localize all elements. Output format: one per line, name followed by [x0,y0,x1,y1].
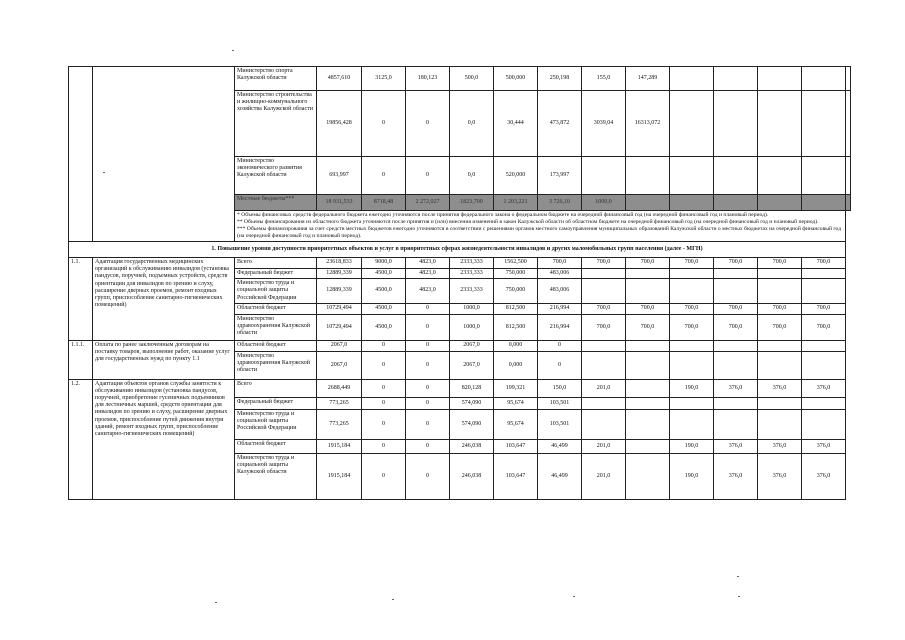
value-cell: 4823,0 [406,257,450,268]
value-cell [714,279,758,304]
value-cell: 500,000 [494,67,538,91]
value-cell: 103,501 [538,397,582,409]
value-cell: 201,0 [582,439,626,453]
value-cell: 700,0 [714,314,758,340]
value-cell [846,91,851,157]
value-cell: 1 203,221 [494,195,538,211]
value-cell [626,279,670,304]
value-cell: 473,872 [538,91,582,157]
value-cell [626,268,670,278]
value-cell: 4500,0 [362,268,406,278]
value-cell [802,351,846,379]
value-cell: 103,501 [538,409,582,439]
value-cell: 376,0 [714,453,758,499]
value-cell: 246,038 [450,439,494,453]
value-cell: 0 [362,91,406,157]
value-cell: 46,499 [538,439,582,453]
scan-speck [392,599,394,600]
value-cell: 0 [362,340,406,351]
value-cell: 12889,339 [317,279,362,304]
value-cell [582,279,626,304]
value-cell: 3 726,10 [538,195,582,211]
value-cell [670,91,714,157]
funding-source-cell: Министерство здравоохранения Калужской области [235,314,317,340]
value-cell: 0 [406,303,450,314]
value-cell: 812,500 [494,314,538,340]
funding-source-cell: Министерство труда и социальной защиты Калужской области [235,453,317,499]
value-cell: 700,0 [582,257,626,268]
value-cell: 500,0 [450,67,494,91]
value-cell [802,397,846,409]
funding-source-cell: Министерство строительства и жилищно-коммунального хозяйства Калужской области [235,91,317,157]
value-cell: 773,265 [317,397,362,409]
value-cell [626,157,670,195]
scan-speck [737,576,739,577]
value-cell: 693,997 [317,157,362,195]
funding-source-cell: Областной бюджет [235,303,317,314]
funding-source-cell: Министерство труда и социальной защиты Российской Федерации [235,409,317,439]
value-cell: 0,000 [494,351,538,379]
value-cell: 820,128 [450,379,494,397]
value-cell [626,409,670,439]
value-cell: 0 [406,340,450,351]
value-cell: 1915,184 [317,439,362,453]
value-cell: 0 [406,379,450,397]
value-cell: 700,0 [626,314,670,340]
value-cell: 574,090 [450,397,494,409]
value-cell: 103,647 [494,453,538,499]
value-cell: 0,0 [450,91,494,157]
value-cell: 201,0 [582,453,626,499]
value-cell: 9000,0 [362,257,406,268]
value-cell: 0,0 [450,157,494,195]
item-index: 1.2. [69,379,93,499]
value-cell: 483,006 [538,268,582,278]
value-cell [758,397,802,409]
value-cell: 190,0 [670,439,714,453]
value-cell: 2067,0 [450,351,494,379]
value-cell [758,268,802,278]
value-cell [714,268,758,278]
value-cell: 376,0 [802,453,846,499]
value-cell [846,195,851,211]
value-cell: 30,444 [494,91,538,157]
item-index: 1.1.1. [69,340,93,379]
value-cell: 0 [406,157,450,195]
value-cell [626,379,670,397]
value-cell [758,91,802,157]
value-cell: 0,000 [494,340,538,351]
value-cell [626,340,670,351]
value-cell: 700,0 [626,303,670,314]
value-cell [714,157,758,195]
value-cell [758,279,802,304]
value-cell: 2333,333 [450,257,494,268]
footnote: *** Объемы финансирования за счет средств местных бюджетов ежегодно уточняются в соответствии с решениями органов местного самоуправления муниципальных образований Калужской области о местных бюджетах на очередной финансовый год (на очередной финансовый год и плановый период). [237,225,842,239]
value-cell [626,439,670,453]
value-cell [802,279,846,304]
value-cell: 216,994 [538,303,582,314]
value-cell: 12889,339 [317,268,362,278]
value-cell [714,340,758,351]
value-cell: 180,123 [406,67,450,91]
value-cell [714,351,758,379]
value-cell: 190,0 [670,453,714,499]
value-cell: 155,0 [582,67,626,91]
value-cell: 700,0 [758,314,802,340]
footnote: * Объемы финансовых средств федерального бюджета ежегодно уточняются после принятия федерального закона о федеральном бюджете на очередной финансовый год (на очередной финансовый год и плановый период). [237,212,769,218]
value-cell [670,340,714,351]
value-cell: 4500,0 [362,314,406,340]
funding-source-cell: Местные бюджеты*** [235,195,317,211]
value-cell: 700,0 [802,257,846,268]
footnotes-cell [235,211,846,242]
value-cell: 700,0 [582,303,626,314]
value-cell [758,409,802,439]
table-row [69,67,851,91]
table-row [69,257,851,268]
value-cell [670,279,714,304]
value-cell: 700,0 [758,257,802,268]
value-cell: 0 [362,453,406,499]
value-cell [626,397,670,409]
value-cell: 376,0 [714,379,758,397]
value-cell: 0 [406,351,450,379]
value-cell: 216,994 [538,314,582,340]
funding-source-cell: Министерство спорта Калужской области [235,67,317,91]
value-cell: 173,997 [538,157,582,195]
funding-source-cell: Федеральный бюджет [235,268,317,278]
value-cell: 1823,700 [450,195,494,211]
budget-table [68,66,851,500]
value-cell: 2333,333 [450,268,494,278]
value-cell: 700,0 [582,314,626,340]
value-cell: 700,0 [714,303,758,314]
value-cell: 0 [406,453,450,499]
value-cell: 4500,0 [362,279,406,304]
value-cell: 4500,0 [362,303,406,314]
value-cell: 18 931,533 [317,195,362,211]
value-cell [626,351,670,379]
value-cell [582,268,626,278]
item-name: Адаптация государственных медицинских организаций к обслуживанию инвалидов (установка пандусов, поручней, подъемных устройств, средств ориентации для инвалидов по зрению и слуху, расширение дверных проемов, ремонт входных групп, приспособление санитарно-гигиенических помещений) [93,257,235,340]
value-cell: 574,090 [450,409,494,439]
value-cell: 1562,500 [494,257,538,268]
value-cell [582,157,626,195]
value-cell: 1000,0 [582,195,626,211]
value-cell: 4823,0 [406,268,450,278]
value-cell: 190,0 [670,379,714,397]
value-cell: 201,0 [582,379,626,397]
value-cell [802,157,846,195]
item-name: Адаптация объектов органов службы занятости к обслуживанию инвалидов (установка пандусов, поручней, приобретение гусеничных подъемников для лестничных маршей, средств ориентации для инвалидов по зрению и слуху, расширение дверных проемов, приспособление путей движения внутри зданий, ремонт входных групп, приспособление санитарно-гигиенических помещений) [93,379,235,499]
value-cell [670,397,714,409]
value-cell: 199,321 [494,379,538,397]
value-cell [626,195,670,211]
value-cell [670,268,714,278]
value-cell: 700,0 [538,257,582,268]
section-title: 1. Повышение уровня доступности приоритетных объектов и услуг в приоритетных сферах жизнедеятельности инвалидов и других маломобильных групп населения (далее - МГН) [69,241,846,257]
value-cell: 150,0 [538,379,582,397]
value-cell: 16313,072 [626,91,670,157]
value-cell [846,157,851,195]
value-cell: 103,647 [494,439,538,453]
item-name-cell [93,67,235,242]
item-name: Оплата по ранее заключенным договорам на поставку товаров, выполнение работ, оказание услуг для государственных нужд по пункту 1.1 [93,340,235,379]
value-cell [582,351,626,379]
value-cell: 4823,0 [406,279,450,304]
value-cell [714,397,758,409]
value-cell: 0 [362,439,406,453]
value-cell: 750,000 [494,268,538,278]
funding-source-cell: Министерство экономического развития Калужской области [235,157,317,195]
value-cell: 520,000 [494,157,538,195]
value-cell: 0 [362,157,406,195]
value-cell: 700,0 [670,314,714,340]
value-cell: 700,0 [670,257,714,268]
value-cell: 700,0 [714,257,758,268]
value-cell: 812,500 [494,303,538,314]
value-cell [802,340,846,351]
value-cell [802,268,846,278]
funding-source-cell: Областной бюджет [235,340,317,351]
value-cell [802,67,846,91]
value-cell: 700,0 [626,257,670,268]
value-cell: 0 [538,340,582,351]
value-cell: 700,0 [670,303,714,314]
value-cell [802,91,846,157]
value-cell: 10729,494 [317,314,362,340]
value-cell: 1000,0 [450,303,494,314]
value-cell [758,67,802,91]
value-cell [758,157,802,195]
item-index: 1.1. [69,257,93,340]
value-cell [670,195,714,211]
funding-source-cell: Областной бюджет [235,439,317,453]
value-cell [802,409,846,439]
value-cell: 2067,0 [317,351,362,379]
footnote: ** Объемы финансирования из областного бюджета уточняются после принятия и (или) внесения изменений в закон Калужской области об областном бюджете на очередной финансовый год (на очередной финансовый год и плановый период). [237,218,819,225]
value-cell [670,67,714,91]
scan-speck [215,602,217,603]
value-cell: 700,0 [802,314,846,340]
value-cell: 376,0 [714,439,758,453]
value-cell: 2067,0 [317,340,362,351]
value-cell: 376,0 [802,379,846,397]
value-cell: 2688,449 [317,379,362,397]
section-row [69,241,851,257]
value-cell: 4857,610 [317,67,362,91]
value-cell: 2 272,027 [406,195,450,211]
value-cell: 0 [362,351,406,379]
scan-speck [232,50,234,51]
value-cell [758,351,802,379]
value-cell [626,453,670,499]
value-cell: 0 [406,439,450,453]
value-cell: 0 [406,409,450,439]
value-cell [758,195,802,211]
value-cell [758,340,802,351]
value-cell: 250,198 [538,67,582,91]
value-cell [714,195,758,211]
value-cell: 0 [362,397,406,409]
value-cell: 376,0 [758,453,802,499]
value-cell: 773,265 [317,409,362,439]
value-cell [714,67,758,91]
value-cell: 750,000 [494,279,538,304]
value-cell: 1915,184 [317,453,362,499]
value-cell: 3039,04 [582,91,626,157]
value-cell [582,397,626,409]
value-cell: 46,499 [538,453,582,499]
value-cell: 483,006 [538,279,582,304]
value-cell [714,409,758,439]
value-cell [714,91,758,157]
value-cell: 8718,48 [362,195,406,211]
value-cell [670,409,714,439]
funding-source-cell: Всего [235,257,317,268]
table-row [69,340,851,351]
value-cell: 1000,0 [450,314,494,340]
funding-source-cell: Министерство здравоохранения Калужской области [235,351,317,379]
value-cell: 376,0 [758,439,802,453]
value-cell: 95,674 [494,409,538,439]
scan-speck [738,596,740,597]
value-cell: 376,0 [802,439,846,453]
funding-source-cell: Всего [235,379,317,397]
value-cell: 246,038 [450,453,494,499]
value-cell [582,340,626,351]
value-cell [670,157,714,195]
scan-speck [103,172,105,173]
value-cell [582,409,626,439]
value-cell: 3125,0 [362,67,406,91]
value-cell: 2067,0 [450,340,494,351]
value-cell: 0 [362,379,406,397]
value-cell [670,351,714,379]
index-cell [69,67,93,242]
value-cell: 95,674 [494,397,538,409]
value-cell [846,67,851,91]
value-cell [802,195,846,211]
value-cell: 10729,494 [317,303,362,314]
scan-speck [573,596,575,597]
value-cell: 0 [362,409,406,439]
funding-source-cell: Федеральный бюджет [235,397,317,409]
value-cell: 0 [406,314,450,340]
value-cell: 23618,833 [317,257,362,268]
value-cell: 0 [406,397,450,409]
value-cell: 2333,333 [450,279,494,304]
value-cell: 700,0 [802,303,846,314]
value-cell: 147,289 [626,67,670,91]
value-cell: 19856,428 [317,91,362,157]
value-cell: 700,0 [758,303,802,314]
value-cell: 0 [406,91,450,157]
funding-source-cell: Министерство труда и социальной защиты Российской Федерации [235,279,317,304]
table-row [69,379,851,397]
value-cell: 0 [538,351,582,379]
value-cell: 376,0 [758,379,802,397]
